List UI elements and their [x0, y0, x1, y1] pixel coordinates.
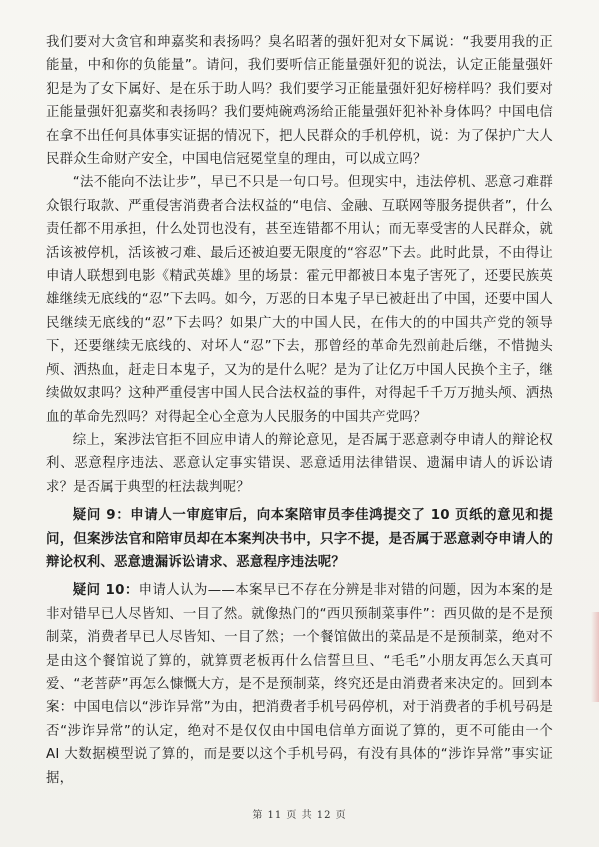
question-9-label: 疑问 9： — [72, 508, 131, 524]
paragraph-1: 我们要对大贪官和珅嘉奖和表扬吗？臭名昭著的强奸犯对女下属说：“我要用我的正能量，中和你的负能量”。请问，我们要听信正能量强奸犯的说法，认定正能量强奸犯是为了女下属好、是在乐于助人吗？我们要学习正能量强奸犯好榜样吗？我们要对正能量强奸犯嘉奖和表扬吗？我们要炖碗鸡汤给正能量强奸犯补补身体吗？中国电信在拿不出任何具体事实证据的情况下，把人民群众的手机停机，说：为了保护广大人民群众生命财产安全，中国电信冠冕堂皇的理由，可以成立吗？ — [46, 35, 553, 168]
question-10-text: 申请人认为——本案早已不存在分辨是非对错的问题，因为本案的是非对错早已人尽皆知、一目了然。就像热门的“西贝预制菜事件”：西贝做的是不是预制菜，消费者早已人尽皆知、一目了然；一个餐馆做出的菜品是不是预制菜，绝对不是由这个餐馆说了算的，就算贾老板再什么信誓旦旦、“毛毛”小朋友再怎么天真可爱、“老菩萨”再怎么慷慨大方，是不是预制菜，终究还是由消费者来决定的。回到本案：中国电信以“涉诈异常”为由，把消费者手机号码停机，对于消费者的手机号码是否“涉诈异常”的认定，绝对不是仅仅由中国电信单方面说了算的，更不可能由一个 AI 大数据模型说了算的，而是要以这个手机号码，有没有具体的“涉诈异常”事实证据， — [46, 583, 554, 786]
page-number: 第 11 页 共 12 页 — [252, 810, 347, 821]
question-10 — [46, 579, 553, 790]
paragraph-3: 综上，案涉法官拒不回应申请人的辩论意见，是否属于恶意剥夺申请人的辩论权利、恶意程序违法、恶意认定事实错误、恶意适用法律错误、遗漏申请人的诉讼请求？是否属于典型的枉法裁判呢？ — [46, 432, 553, 495]
paragraph-2: “法不能向不法让步”，早已不只是一句口号。但现实中，违法停机、恶意刁难群众银行取款、严重侵害消费者合法权益的“电信、金融、互联网等服务提供者”，什么责任都不用承担，什么处罚也没有，甚至连错都不用认；而无辜受害的人民群众，就活该被停机，活该被刁难、最后还被迫要无限度的“容忍”下去。此时此景，不由得让申请人联想到电影《精武英雄》里的场景：霍元甲都被日本鬼子害死了，还要民族英雄继续无底线的“忍”下去吗。如今，万恶的日本鬼子早已被赶出了中国，还要中国人民继续无底线的“忍”下去吗？如果广大的中国人民，在伟大的的中国共产党的领导下，还要继续无底线的、对坏人“忍”下去，那曾经的革命先烈前赴后继，不惜抛头颅、洒热血，赶走日本鬼子，又为的是什么呢？是为了让亿万中国人民换个主子，继续做奴隶吗？这种严重侵害中国人民合法权益的事件，对得起千千万万抛头颅、洒热血的革命先烈吗？对得起全心全意为人民服务的中国共产党吗？ — [46, 175, 553, 425]
question-9 — [46, 504, 553, 574]
seal-edge-mark — [591, 612, 599, 702]
question-9-text: 申请人一审庭审后，向本案陪审员李佳鸿提交了 10 页纸的意见和提问，但案涉法官和陪审员却在本案判决书中，只字不提，是否属于恶意剥夺申请人的辩论权利、恶意遗漏诉讼请求、恶意程序违法呢？ — [46, 508, 553, 570]
question-10-label: 疑问 10： — [72, 583, 139, 599]
